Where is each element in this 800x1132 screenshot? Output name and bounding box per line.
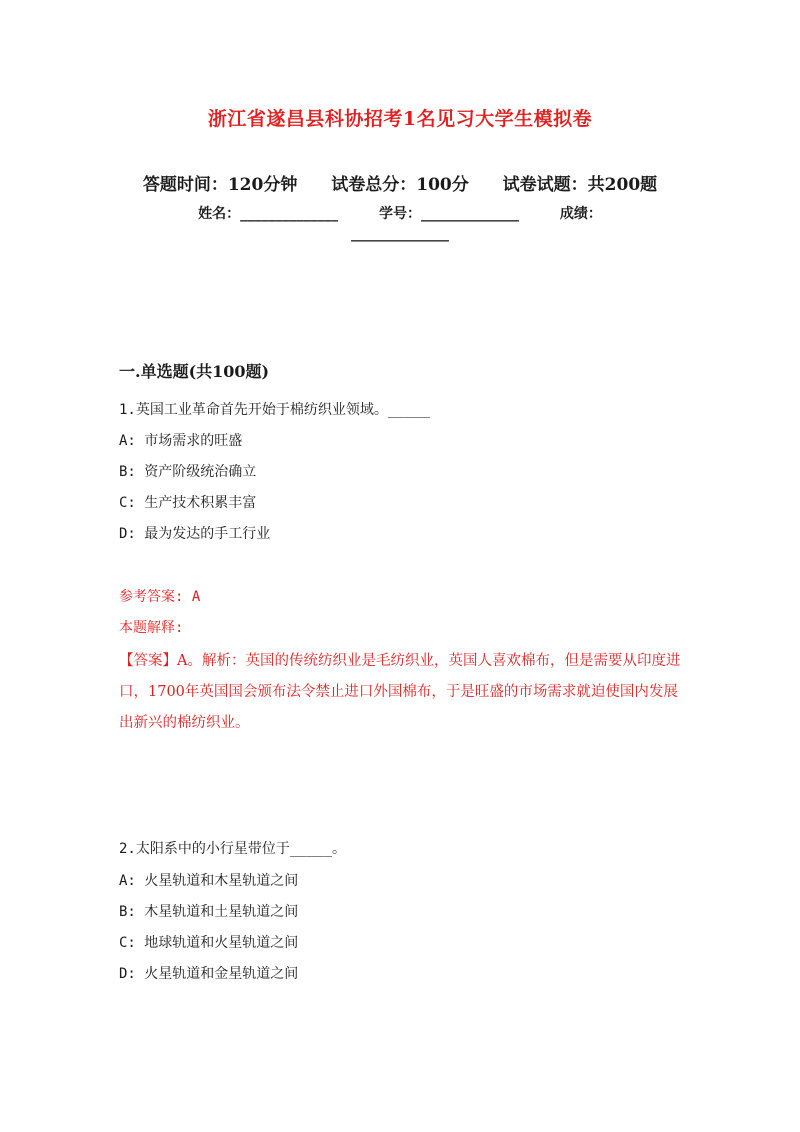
student-id-field: 学号：______________ bbox=[379, 206, 519, 222]
question-stem: 1.英国工业革命首先开始于棉纺织业领域。_____ bbox=[119, 402, 430, 418]
option-b: B: 木星轨道和土星轨道之间 bbox=[119, 904, 299, 920]
name-field: 姓名：______________ bbox=[198, 206, 339, 222]
option-c: C: 生产技术积累丰富 bbox=[119, 495, 257, 511]
exam-time: 答题时间：120分钟 bbox=[142, 175, 298, 195]
score-field: 成绩： bbox=[559, 206, 602, 222]
explanation-label: 本题解释: bbox=[119, 620, 184, 636]
option-b: B: 资产阶级统治确立 bbox=[119, 464, 257, 480]
option-a: A: 市场需求的旺盛 bbox=[119, 433, 243, 449]
exam-title: 浙江省遂昌县科协招考1名见习大学生模拟卷 bbox=[207, 108, 593, 130]
exam-total-score: 试卷总分：100分 bbox=[331, 175, 469, 195]
section-title: 一.单选题(共100题) bbox=[119, 362, 270, 381]
exam-question-count: 试卷试题：共200题 bbox=[502, 175, 658, 195]
reference-answer: 参考答案: A bbox=[119, 589, 201, 605]
option-d: D: 最为发达的手工行业 bbox=[119, 526, 271, 542]
option-d: D: 火星轨道和金星轨道之间 bbox=[119, 966, 299, 982]
student-info bbox=[0, 203, 800, 223]
question-stem: 2.太阳系中的小行星带位于_____。 bbox=[119, 841, 347, 857]
explanation-text: 【答案】A。解析：英国的传统纺织业是毛纺织业，英国人喜欢棉布，但是需要从印度进口，1700年英国国会颁布法令禁止进口外国棉布，于是旺盛的市场需求就迫使国内发展出新兴的棉纺织业。 bbox=[119, 653, 681, 731]
exam-meta bbox=[0, 170, 800, 195]
option-a: A: 火星轨道和木星轨道之间 bbox=[119, 873, 299, 889]
option-c: C: 地球轨道和火星轨道之间 bbox=[119, 935, 299, 951]
score-blank: ______________ bbox=[351, 226, 449, 242]
